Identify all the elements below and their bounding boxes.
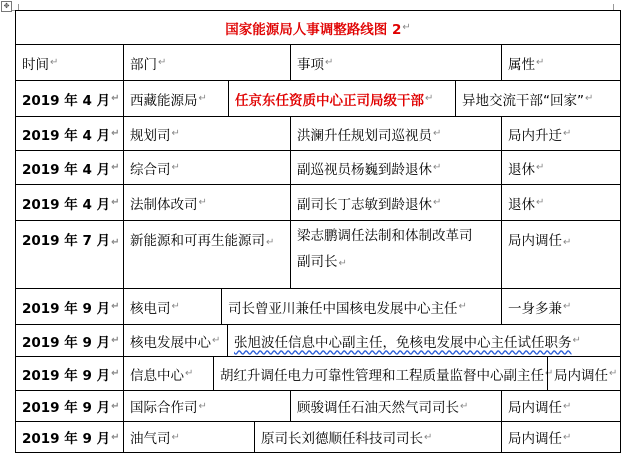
attr-cell: 局内调任 ↵	[547, 356, 620, 390]
header-dept: 部门 ↵	[123, 44, 290, 80]
item-cell: 司长曾亚川兼任中国核电发展中心主任 ↵	[221, 288, 501, 324]
time-cell: 2019 年 4 月 ↵	[16, 150, 123, 184]
attr-cell: 局内调任↵	[501, 220, 620, 288]
time-cell: 2019 年 4 月 ↵	[16, 184, 123, 220]
header-item: 事项 ↵	[290, 44, 501, 80]
table-title: 国家能源局人事调整路线图 2	[225, 21, 402, 38]
attr-cell: 局内调任 ↵	[501, 421, 620, 452]
time-cell: 2019 年 4 月 ↵	[16, 116, 123, 150]
dept-cell: 西藏能源局 ↵	[123, 80, 228, 116]
time-cell: 2019 年 9 月 ↵	[16, 390, 123, 421]
item-cell: 张旭波任信息中心副主任，免核电发展中心主任试任职务 ↵	[227, 324, 620, 356]
dept-cell: 国际合作司 ↵	[123, 390, 290, 421]
table-header-row	[16, 44, 620, 80]
time-cell: 2019 年 9 月 ↵	[16, 356, 123, 390]
table-row	[16, 184, 620, 220]
table-row	[16, 116, 620, 150]
table-row	[16, 220, 620, 288]
attr-cell: 一身多兼 ↵	[501, 288, 620, 324]
header-time: 时间 ↵	[16, 44, 123, 80]
header-attr: 属性 ↵	[501, 44, 620, 80]
dept-cell: 规划司 ↵	[123, 116, 290, 150]
time-cell: 2019 年 9 月 ↵	[16, 324, 123, 356]
item-cell: 洪澜升任规划司巡视员 ↵	[290, 116, 501, 150]
attr-cell: 退休 ↵	[501, 184, 620, 220]
table-row	[16, 390, 620, 421]
item-cell: 任京东任资质中心正司局级干部 ↵	[228, 80, 455, 116]
dept-cell: 新能源和可再生能源司↵	[123, 220, 290, 288]
table-move-handle-icon[interactable]: ✥	[1, 1, 12, 12]
attr-cell: 局内升迁 ↵	[501, 116, 620, 150]
attr-cell: 退休 ↵	[501, 150, 620, 184]
time-cell: 2019 年 4 月 ↵	[16, 80, 123, 116]
table-title-cell: 国家能源局人事调整路线图 2 ↵	[16, 11, 620, 44]
dept-cell: 核电司 ↵	[123, 288, 221, 324]
table-row	[16, 324, 620, 356]
personnel-table	[15, 10, 621, 453]
table-row	[16, 288, 620, 324]
table-row	[16, 356, 620, 390]
attr-cell: 局内调任 ↵	[501, 390, 620, 421]
dept-cell: 综合司 ↵	[123, 150, 290, 184]
item-cell: 胡红升调任电力可靠性管理和工程质量监督中心副主任 ↵	[213, 356, 547, 390]
attr-cell: 异地交流干部“回家” ↵	[455, 80, 620, 116]
item-cell: 顾骏调任石油天然气司司长 ↵	[290, 390, 501, 421]
dept-cell: 法制体改司 ↵	[123, 184, 290, 220]
table-row	[16, 80, 620, 116]
item-cell: 原司长刘德顺任科技司司长 ↵	[254, 421, 501, 452]
table-row	[16, 150, 620, 184]
item-cell: 副巡视员杨巍到龄退休 ↵	[290, 150, 501, 184]
table-row	[16, 421, 620, 452]
time-cell: 2019 年 9 月 ↵	[16, 288, 123, 324]
item-cell: 副司长丁志敏到龄退休 ↵	[290, 184, 501, 220]
table-title-row	[16, 11, 620, 44]
time-cell: 2019 年 9 月 ↵	[16, 421, 123, 452]
time-cell: 2019 年 7 月↵	[16, 220, 123, 288]
dept-cell: 信息中心 ↵	[123, 356, 213, 390]
item-cell: 梁志鹏调任法制和体制改革司 副司长↵	[290, 220, 501, 288]
dept-cell: 油气司 ↵	[123, 421, 254, 452]
dept-cell: 核电发展中心 ↵	[123, 324, 227, 356]
